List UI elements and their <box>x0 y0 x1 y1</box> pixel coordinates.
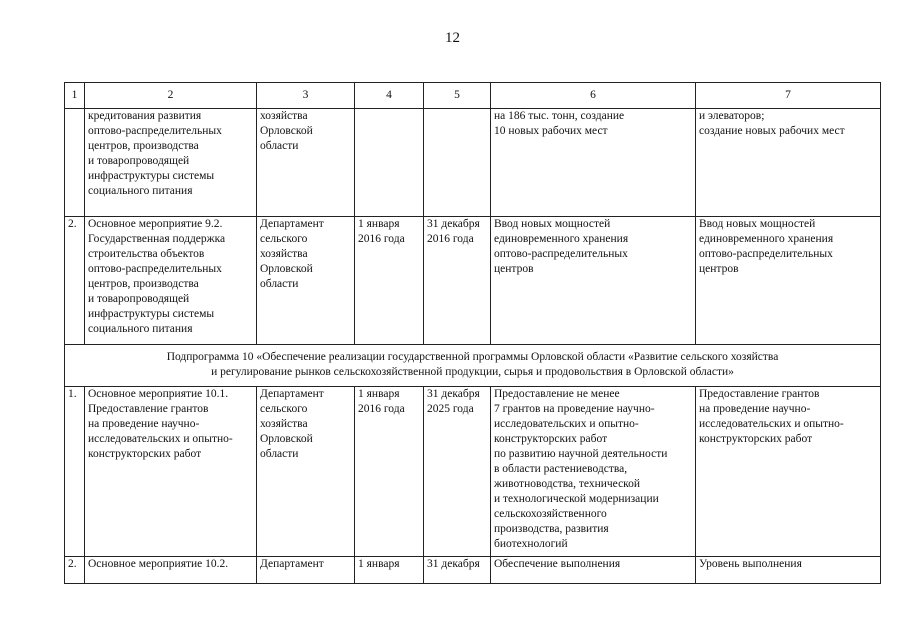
column-header: 7 <box>696 83 881 109</box>
start-date: 1 января 2016 года <box>355 387 424 557</box>
row-number <box>65 109 85 217</box>
executor: Департамент <box>257 557 355 584</box>
start-date <box>355 109 424 217</box>
start-date: 1 января 2016 года <box>355 217 424 345</box>
measure-name: Основное мероприятие 10.1. Предоставление грантов на проведение научно- исследовательских и опытно- конструкторских работ <box>85 387 257 557</box>
expected-result: Предоставление не менее 7 грантов на проведение научно- исследовательских и опытно- конструкторских работ по развитию научной деятельности в области растениеводства, животноводства, технической и технологической модернизации сельскохозяйственного производства, развития биотехнологий <box>491 387 696 557</box>
end-date: 31 декабря 2025 года <box>424 387 491 557</box>
expected-result: Ввод новых мощностей единовременного хранения оптово-распределительных центров <box>491 217 696 345</box>
row-number: 2. <box>65 217 85 345</box>
consequence: Ввод новых мощностей единовременного хранения оптово-распределительных центров <box>696 217 881 345</box>
column-header: 5 <box>424 83 491 109</box>
executor: хозяйства Орловской области <box>257 109 355 217</box>
column-header: 1 <box>65 83 85 109</box>
column-header: 4 <box>355 83 424 109</box>
consequence: Предоставление грантов на проведение научно- исследовательских и опытно- конструкторских работ <box>696 387 881 557</box>
table-row <box>65 387 881 557</box>
table-header-row <box>65 83 881 109</box>
end-date: 31 декабря 2016 года <box>424 217 491 345</box>
start-date: 1 января <box>355 557 424 584</box>
executor: Департамент сельского хозяйства Орловской области <box>257 217 355 345</box>
row-number: 2. <box>65 557 85 584</box>
measure-name: кредитования развития оптово-распределительных центров, производства и товаропроводящей инфраструктуры системы социального питания <box>85 109 257 217</box>
executor: Департамент сельского хозяйства Орловской области <box>257 387 355 557</box>
end-date <box>424 109 491 217</box>
table-row <box>65 217 881 345</box>
consequence: и элеваторов; создание новых рабочих мест <box>696 109 881 217</box>
table-row <box>65 557 881 584</box>
table-row <box>65 109 881 217</box>
page-number: 12 <box>445 30 460 46</box>
subprogram-title: Подпрограмма 10 «Обеспечение реализации государственной программы Орловской области «Развитие сельского хозяйства и регулирование рынков сельскохозяйственной продукции, сырья и продовольствия в Орловской области» <box>65 345 881 387</box>
column-header: 2 <box>85 83 257 109</box>
subprogram-row <box>65 345 881 387</box>
column-header: 3 <box>257 83 355 109</box>
end-date: 31 декабря <box>424 557 491 584</box>
consequence: Уровень выполнения <box>696 557 881 584</box>
row-number: 1. <box>65 387 85 557</box>
measure-name: Основное мероприятие 10.2. <box>85 557 257 584</box>
column-header: 6 <box>491 83 696 109</box>
expected-result: на 186 тыс. тонн, создание 10 новых рабочих мест <box>491 109 696 217</box>
expected-result: Обеспечение выполнения <box>491 557 696 584</box>
measures-table <box>64 82 881 584</box>
measure-name: Основное мероприятие 9.2. Государственная поддержка строительства объектов оптово-распределительных центров, производства и товаропроводящей инфраструктуры системы социального питания <box>85 217 257 345</box>
